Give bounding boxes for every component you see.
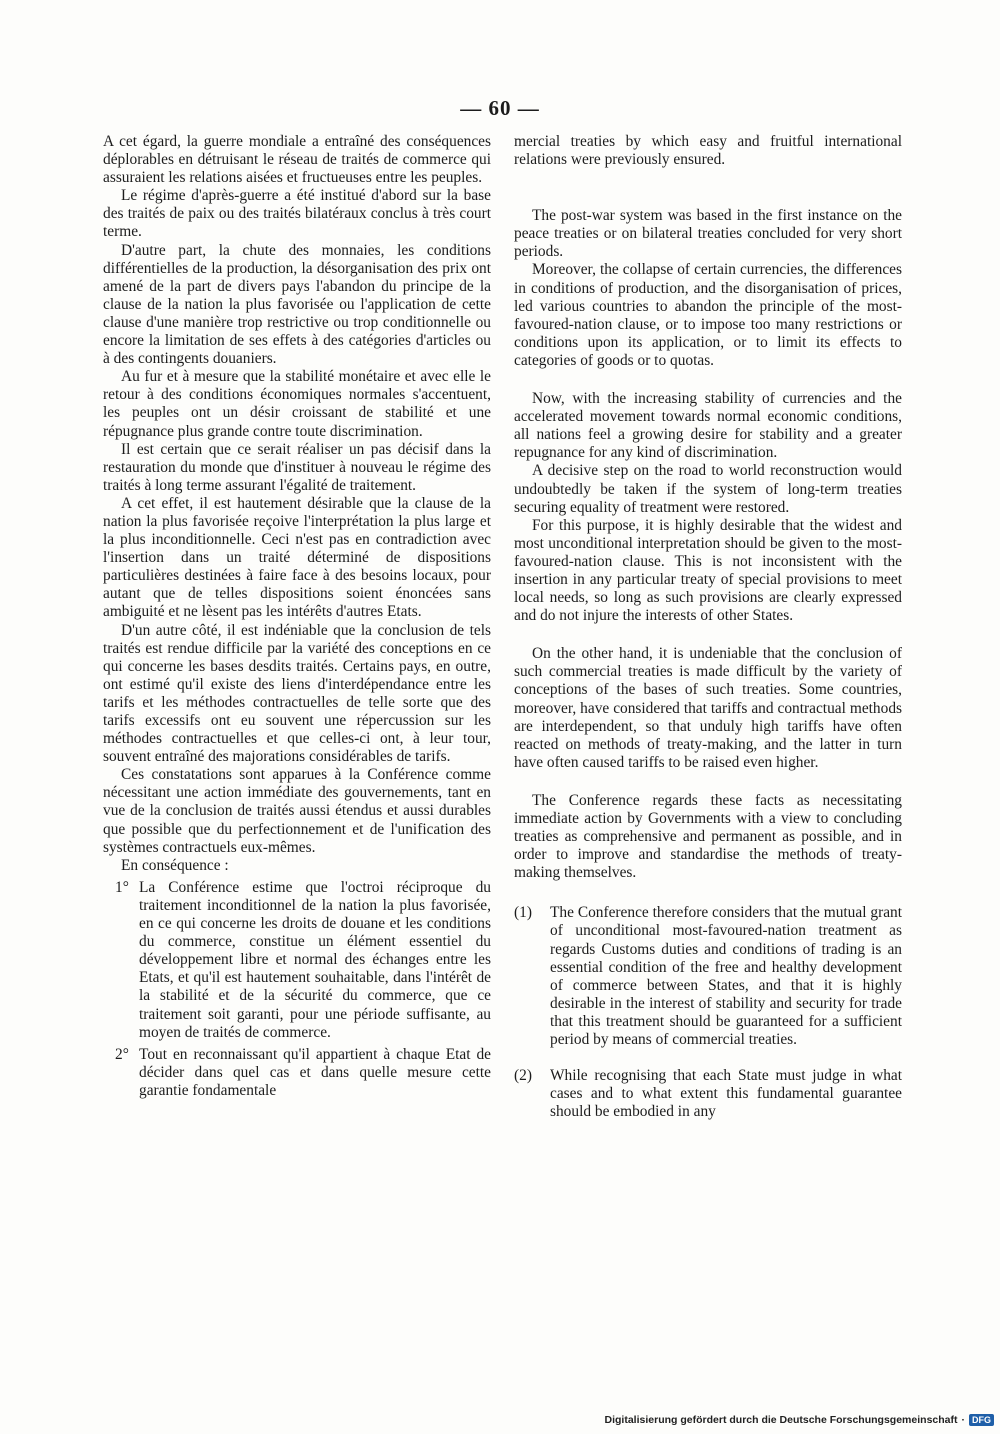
item-text: Tout en reconnaissant qu'il appartient à chaque Etat de décider dans quel cas et dans quelle mesure cette garantie fondamentale xyxy=(139,1045,491,1099)
french-paragraph: Il est certain que ce serait réaliser un pas décisif dans la restauration du monde que d'instituer à nouveau le régime des traités à long terme assurant l'égalité de traitement. xyxy=(103,440,491,494)
french-list-item xyxy=(103,1046,491,1100)
dfg-logo-icon: DFG xyxy=(969,1414,994,1426)
english-paragraph: Moreover, the collapse of certain currencies, the differences in conditions of production, and the disorganisation of prices, led various countries to abandon the principle of the most-favoured-nation clause, or to impose too many restrictions or conditions upon its application, or to limit its effects to categories of goods or to quotas. xyxy=(514,261,902,369)
item-number: (1) xyxy=(514,904,532,922)
page-number: — 60 — xyxy=(460,96,540,120)
french-column xyxy=(103,133,491,1100)
english-list-item xyxy=(514,1067,902,1121)
english-paragraph: For this purpose, it is highly desirable that the widest and most unconditional interpretation should be given to the most-favoured-nation clause. This is not inconsistent with the insertion in any particular treaty of special provisions to meet local needs, so long as such provisions are clearly expressed and do not injure the interests of other States. xyxy=(514,516,902,625)
digitization-footer: Digitalisierung gefördert durch die Deutsche Forschungsgemeinschaft · DFG xyxy=(605,1414,994,1426)
english-paragraph: On the other hand, it is undeniable that the conclusion of such commercial treaties is made difficult by the variety of conceptions of the bases of such treaties. Some countries, moreover, have considered that tariffs and contractual methods are interdependent, so that unduly high tariffs have often reacted on methods of treaty-making, and the latter in turn have often caused tariffs to be raised even higher. xyxy=(514,645,902,771)
item-number: 2° xyxy=(115,1045,129,1063)
french-paragraph: A cet égard, la guerre mondiale a entraîné des conséquences déplorables en détruisant le réseau de traités de commerce qui assuraient les relations aisées et fructueuses entre les peuples. xyxy=(103,133,491,187)
french-paragraph: Au fur et à mesure que la stabilité monétaire et avec elle le retour à des conditions économiques normales s'accentuent, les peuples ont un désir croissant de stabilité et une répugnance plus grande contre toute discrimination. xyxy=(103,368,491,440)
item-text: La Conférence estime que l'octroi réciproque du traitement inconditionnel de la nation la plus favorisée, en ce qui concerne les droits de douane et les conditions du commerce, constitue un élément essentiel du développement libre et normal des échanges entre les Etats, et qu'il est hautement souhaitable, dans l'intérêt de la stabilité et de la sécurité du commerce, que ce traitement soit garanti, pour une période suffisante, au moyen de traités de commerce. xyxy=(139,878,491,1041)
footer-text: Digitalisierung gefördert durch die Deutsche Forschungsgemeinschaft xyxy=(604,1414,958,1426)
english-paragraph: The post-war system was based in the first instance on the peace treaties or on bilateral treaties concluded for very short periods. xyxy=(514,207,902,261)
french-paragraph: En conséquence : xyxy=(121,856,229,874)
french-list-item xyxy=(103,879,491,1042)
item-text: While recognising that each State must judge in what cases and to what extent this fundamental guarantee should be embodied in any xyxy=(550,1067,902,1121)
english-paragraph: A decisive step on the road to world reconstruction would undoubtedly be taken if the system of long-term treaties securing equality of treatment were restored. xyxy=(514,462,902,516)
french-paragraph: A cet effet, il est hautement désirable que la clause de la nation la plus favorisée reçoive l'interprétation la plus large et la plus inconditionnelle. Ceci n'est pas en contradiction avec l'insertion dans un traité déterminé de dispositions particulières destinées à faire face à des besoins locaux, pour autant que de telles dispositions soient énoncées sans ambiguité et ne lèsent pas les intérêts d'autres Etats. xyxy=(103,494,491,621)
item-number: (2) xyxy=(514,1067,532,1085)
french-paragraph: D'autre part, la chute des monnaies, les conditions différentielles de la production, la désorganisation des prix ont amené de la part de divers pays l'abandon du principe de la clause de la nation la plus favorisée ou l'application de cette clause d'une manière trop restrictive ou trop conditionnelle ou encore la limitation de ses effets à des catégories d'articles ou à des contingents douaniers. xyxy=(103,241,491,368)
french-paragraph: Ces constatations sont apparues à la Conférence comme nécessitant une action immédiate des gouvernements, tant en vue de la conclusion de traités aussi étendus et aussi durables que possible que du perfectionnement et de l'unification des systèmes contractuels eux-mêmes. xyxy=(103,766,491,856)
english-paragraph: mercial treaties by which easy and fruitful international relations were previously ensured. xyxy=(514,133,902,169)
english-list-item xyxy=(514,904,902,1049)
english-column xyxy=(514,133,902,1121)
english-paragraph: Now, with the increasing stability of currencies and the accelerated movement towards normal economic conditions, all nations feel a growing desire for stability and a greater repugnance for any kind of discrimination. xyxy=(514,390,902,462)
french-paragraph: Le régime d'après-guerre a été institué d'abord sur la base des traités de paix ou des traités bilatéraux conclus à très court terme. xyxy=(103,187,491,241)
english-paragraph: The Conference regards these facts as necessitating immediate action by Governments with a view to concluding treaties as comprehensive and permanent as possible, and in order to improve and standardise the methods of treaty-making themselves. xyxy=(514,791,902,882)
french-paragraph: D'un autre côté, il est indéniable que la conclusion de tels traités est rendue difficile par la variété des conceptions en ce qui concerne les bases desdits traités. Certains pays, en outre, ont estimé qu'il existe des liens d'interdépendance entre les tarifs et les méthodes contractuelles de telle sorte que des tarifs excessifs ont eu souvent une répercussion sur les méthodes contractuelles et que celles-ci ont, à leur tour, souvent entraîné des majorations considérables de tarifs. xyxy=(103,621,491,766)
item-number: 1° xyxy=(115,878,129,896)
item-text: The Conference therefore considers that the mutual grant of unconditional most-favoured-nation treatment as regards Customs duties and conditions of trading is an essential condition of the free and healthy development of commerce between States, and that it is highly desirable in the interest of stability and security for trade that this treatment should be guaranteed for a sufficient period by means of commercial treaties. xyxy=(550,904,902,1049)
